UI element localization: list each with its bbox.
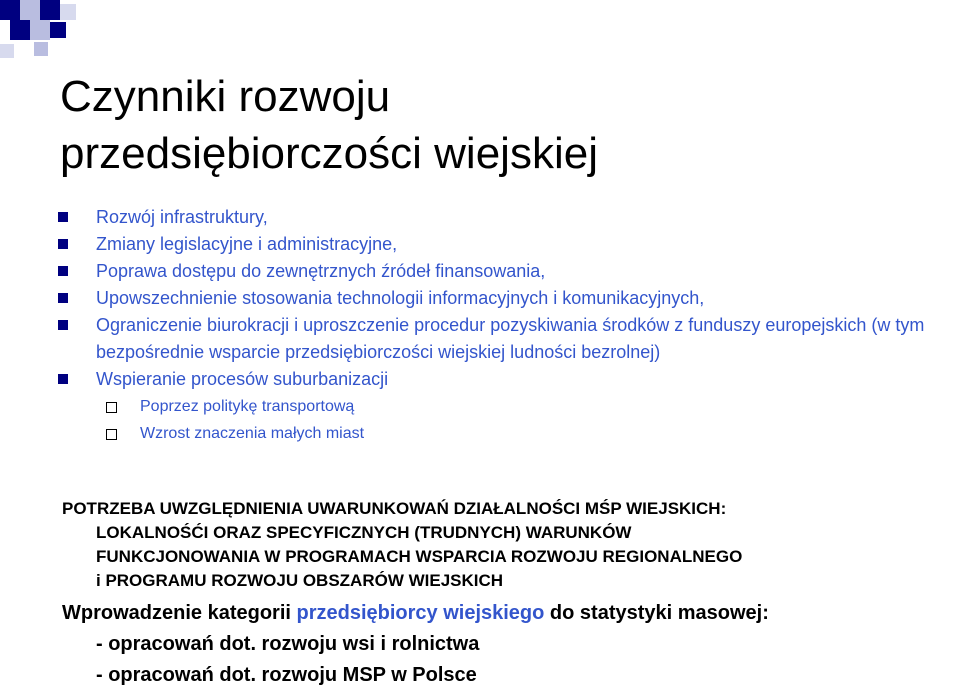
square-bullet-icon (58, 239, 68, 249)
slide-title (60, 68, 598, 182)
deco-square (0, 44, 14, 58)
sub-bullet-item (58, 393, 938, 420)
statement-line: LOKALNOŚĆI ORAZ SPECYFICZNYCH (TRUDNYCH) WARUNKÓW (96, 523, 632, 542)
deco-square (10, 20, 30, 40)
square-bullet-icon (58, 293, 68, 303)
intro-text: Wprowadzenie kategorii (62, 602, 297, 624)
hollow-square-bullet-icon (106, 429, 117, 440)
bullet-text: Ograniczenie biurokracji i uproszczenie procedur pozyskiwania środków z funduszy europejskich (w tym bezpośrednie wsparcie przedsiębiorczości wiejskiej ludności bezrolnej) (96, 315, 925, 362)
highlighted-term: przedsiębiorcy wiejskiego (296, 602, 545, 624)
bullet-text: Poprawa dostępu do zewnętrznych źródeł finansowania, (96, 261, 546, 281)
square-bullet-icon (58, 266, 68, 276)
deco-square (34, 42, 48, 56)
bullet-text: Zmiany legislacyjne i administracyjne, (96, 234, 398, 254)
bullet-text: Wspieranie procesów suburbanizacji (96, 369, 389, 389)
deco-square (0, 0, 20, 20)
deco-square (20, 0, 40, 20)
hollow-square-bullet-icon (106, 402, 117, 413)
bullet-item (58, 366, 938, 393)
bullet-item (58, 312, 938, 366)
bullet-item (58, 204, 938, 231)
statement-line: POTRZEBA UWZGLĘDNIENIA UWARUNKOWAŃ DZIAŁALNOŚCI MŚP WIEJSKICH: (62, 499, 727, 518)
bullet-item (58, 258, 938, 285)
bullet-item (58, 231, 938, 258)
sub-bullet-text: Poprzez politykę transportową (140, 398, 355, 415)
sub-bullet-text: Wzrost znaczenia małych miast (140, 425, 365, 442)
intro-line (62, 598, 769, 628)
deco-square (50, 22, 66, 38)
bullet-text: Upowszechnienie stosowania technologii informacyjnych i komunikacyjnych, (96, 288, 705, 308)
dash-item: - opracowań dot. rozwoju wsi i rolnictwa (96, 633, 480, 655)
bullet-list (58, 204, 938, 447)
requirement-statement (62, 497, 946, 593)
title-line: przedsiębiorczości wiejskiej (60, 129, 598, 178)
statement-line: i PROGRAMU ROZWOJU OBSZARÓW WIEJSKICH (96, 571, 504, 590)
bullet-text: Rozwój infrastruktury, (96, 207, 268, 227)
deco-square (60, 4, 76, 20)
sub-bullet-item (58, 420, 938, 447)
square-bullet-icon (58, 374, 68, 384)
title-line: Czynniki rozwoju (60, 72, 391, 121)
intro-text: do statystyki masowej: (544, 602, 769, 624)
bullet-item (58, 285, 938, 312)
statement-line: FUNKCJONOWANIA W PROGRAMACH WSPARCIA ROZWOJU REGIONALNEGO (96, 547, 743, 566)
square-bullet-icon (58, 320, 68, 330)
square-bullet-icon (58, 212, 68, 222)
dash-item: - opracowań dot. rozwoju MSP w Polsce (96, 664, 477, 686)
deco-square (30, 20, 50, 40)
deco-square (40, 0, 60, 20)
